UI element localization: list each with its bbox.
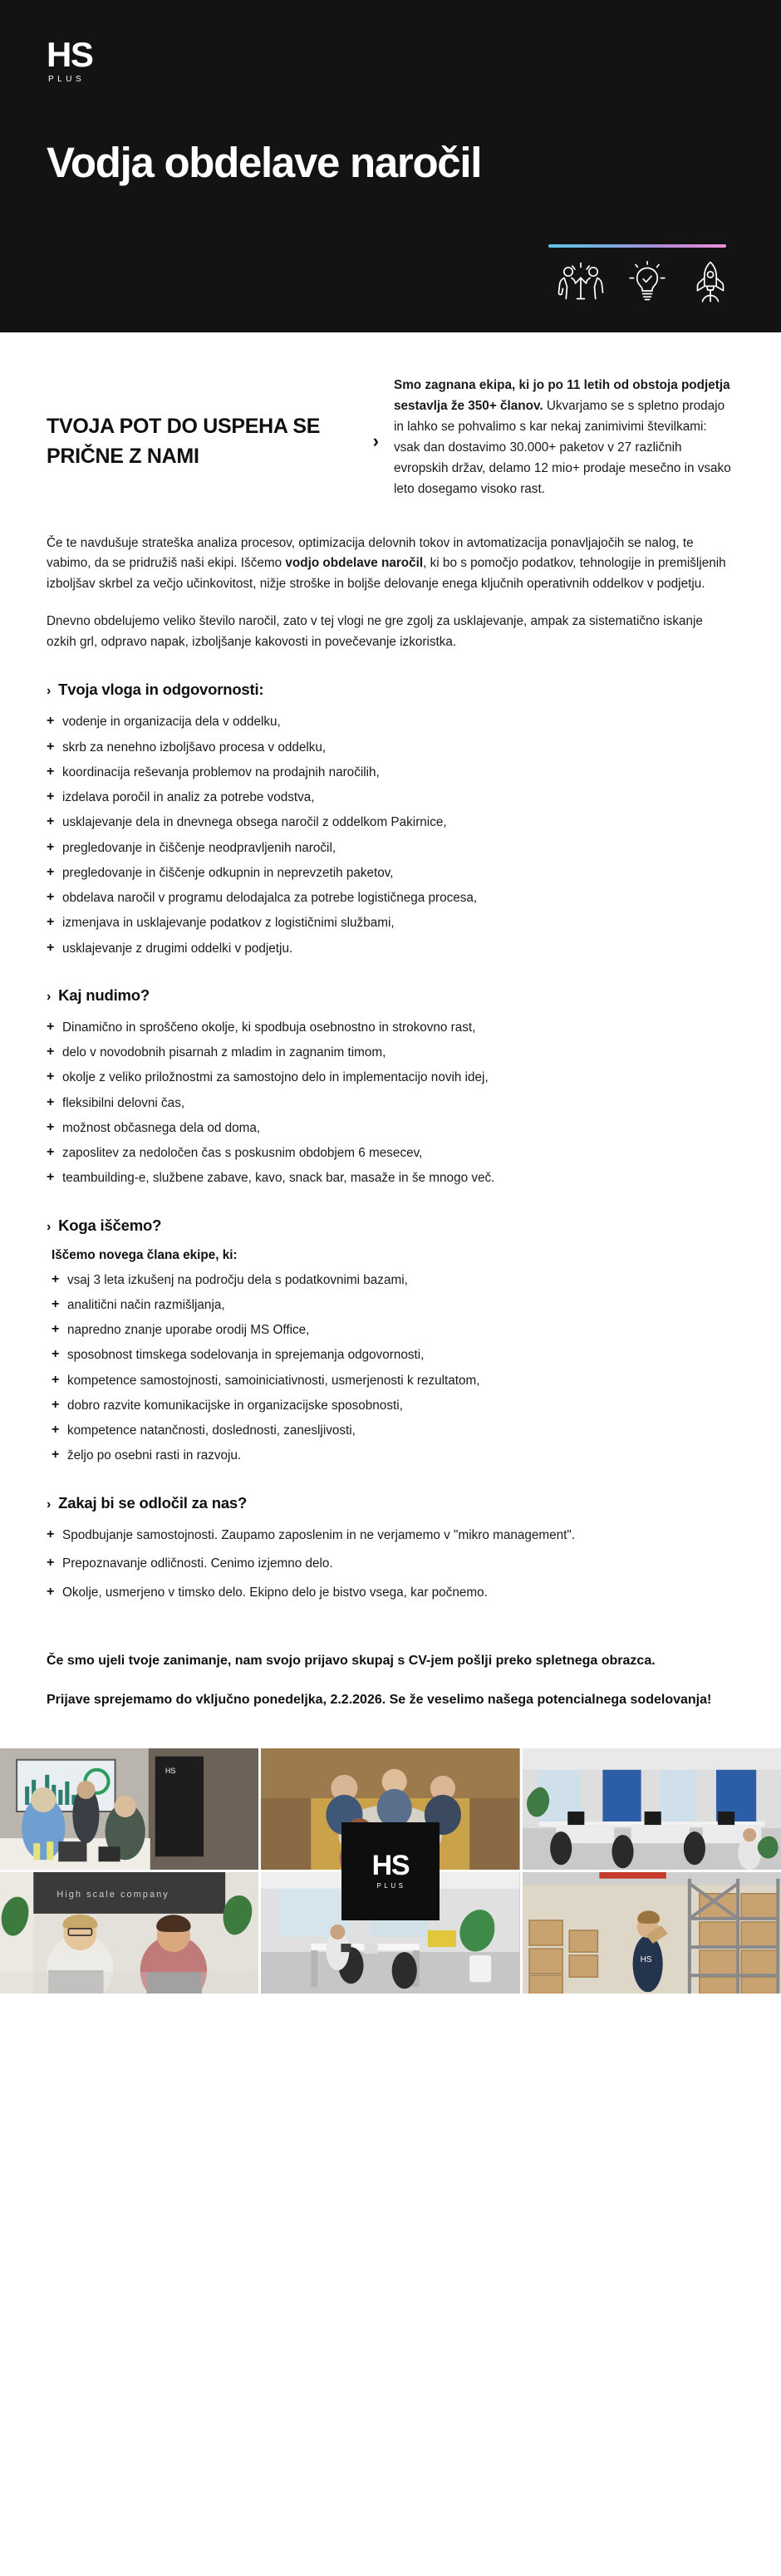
section-heading-tvoja-vloga: [47, 681, 734, 699]
brand-logo-mark: HS: [47, 35, 93, 74]
body-content: [0, 533, 781, 1711]
section-heading-text: Kaj nudimo?: [58, 986, 150, 1004]
list-item: + kompetence natančnosti, doslednosti, zanesljivosti,: [52, 1421, 734, 1440]
chevron-right-icon: ›: [47, 1219, 52, 1234]
list-item: + usklajevanje dela in dnevnega obsega naročil z oddelkom Pakirnice,: [47, 813, 734, 832]
list-zakaj-mi: [47, 1526, 734, 1603]
list-item: + sposobnost timskega sodelovanja in sprejemanja odgovornosti,: [52, 1345, 734, 1364]
section-heading-text: Tvoja vloga in odgovornosti:: [58, 681, 264, 699]
chevron-right-icon: ›: [372, 430, 379, 451]
list-item: + kompetence samostojnosti, samoiniciativnosti, usmerjenosti k rezultatom,: [52, 1371, 734, 1390]
closing-apply-text: Če smo ujeli tvoje zanimanje, nam svojo prijavo skupaj s CV-jem pošlji preko spletnega obrazca.: [47, 1653, 656, 1668]
intro-kicker-text: TVOJA POT DO USPEHA SE PRIČNE Z NAMI: [47, 415, 321, 468]
list-item: + pregledovanje in čiščenje odkupnin in neprevzetih paketov,: [47, 863, 734, 882]
chevron-right-icon: ›: [47, 989, 52, 1004]
subheading-koga-iscemo: Iščemo novega člana ekipe, ki:: [52, 1247, 238, 1262]
rocket-icon: [690, 261, 731, 302]
list-item: + pregledovanje in čiščenje neodpravljenih naročil,: [47, 838, 734, 858]
list-item: + Spodbujanje samostojnosti. Zaupamo zaposlenim in ne verjamemo v "mikro management".: [47, 1526, 734, 1546]
paragraph-role-intro: [47, 533, 734, 595]
list-item: + Prepoznavanje odličnosti. Cenimo izjemno delo.: [47, 1554, 734, 1574]
list-item: + možnost občasnega dela od doma,: [47, 1118, 734, 1138]
closing-deadline-text: Prijave sprejemamo do vključno ponedeljka, 2.2.2026. Se že veselimo našega potencialnega sodelovanja!: [47, 1692, 712, 1707]
intro-lead-paragraph: [394, 376, 734, 500]
list-item: + izdelava poročil in analiz za potrebe vodstva,: [47, 788, 734, 807]
photo-grid: [0, 1748, 781, 1993]
list-koga-iscemo: [52, 1271, 734, 1466]
photo-open-office: [523, 1748, 781, 1870]
gradient-divider: [548, 244, 726, 248]
list-item: + željo po osebni rasti in razvoju.: [52, 1446, 734, 1465]
list-item: + dobro razvite komunikacijske in organizacijske sposobnosti,: [52, 1396, 734, 1415]
svg-text:HS: HS: [640, 1955, 652, 1965]
list-item: + skrb za nenehno izboljšavo procesa v oddelku,: [47, 738, 734, 757]
photo-warehouse: [523, 1872, 781, 1993]
list-item: + zaposlitev za nedoločen čas s poskusnim obdobjem 6 mesecev,: [47, 1143, 734, 1163]
high-five-people-icon: [557, 261, 605, 302]
brand-logo-sub: PLUS: [48, 74, 86, 84]
list-item: + vodenje in organizacija dela v oddelku,: [47, 712, 734, 731]
chevron-right-icon: ›: [47, 684, 52, 699]
photo-meeting-presentation: [0, 1748, 258, 1870]
list-item: + izmenjava in usklajevanje podatkov z logističnimi službami,: [47, 913, 734, 932]
list-item: + usklajevanje z drugimi oddelki v podjetju.: [47, 939, 734, 958]
page-title: Vodja obdelave naročil: [47, 138, 482, 186]
list-item: + fleksibilni delovni čas,: [47, 1094, 734, 1113]
paragraph-daily-volume: Dnevno obdelujemo veliko število naročil, zato v tej vlogi ne gre zgolj za usklajevanje, ampak za sistematično iskanje ozkih grl, odpravo napak, izboljšanje kakovosti in povečevanje izkoristka.: [47, 613, 703, 649]
photo-overlay-logo-sub: PLUS: [376, 1882, 406, 1890]
section-heading-koga-iscemo: [47, 1217, 734, 1235]
list-item: + delo v novodobnih pisarnah z mladim in zagnanim timom,: [47, 1043, 734, 1062]
list-item: + Okolje, usmerjeno v timsko delo. Ekipno delo je bistvo vsega, kar počnemo.: [47, 1583, 734, 1603]
section-heading-text: Zakaj bi se odločil za nas?: [58, 1493, 248, 1512]
paragraph-role-intro-bold: vodjo obdelave naročil: [285, 556, 424, 571]
list-item: + koordinacija reševanja problemov na prodajnih naročilih,: [47, 763, 734, 782]
photo-two-colleagues-laptops: [0, 1872, 258, 1993]
section-heading-zakaj-mi: [47, 1494, 734, 1512]
photo-overlay-logo-mark: HS: [371, 1850, 410, 1882]
brand-logo: [47, 35, 93, 84]
chevron-right-icon: ›: [47, 1497, 52, 1512]
list-item: + napredno znanje uporabe orodij MS Office,: [52, 1320, 734, 1340]
intro-kicker-block: [47, 376, 379, 471]
list-kaj-nudimo: [47, 1018, 734, 1188]
svg-text:High scale company: High scale company: [56, 1890, 169, 1900]
list-item: + teambuilding-e, službene zabave, kavo, snack bar, masaže in še mnogo več.: [47, 1168, 734, 1187]
paragraph-role-intro-b: , ki bo s pomočjo podatkov, tehnologije in premišljenih izboljšav skrbel za večjo učinkovitost, nižje stroške in boljše delovanje enega ključnih operativnih oddelkov v podjetju.: [47, 556, 726, 592]
intro-lead-rest: Ukvarjamo se s spletno prodajo in lahko se pohvalimo s kar nekaj zanimivimi številkami: vsak dan dostavimo 30.000+ paketov v 27 različnih evropskih držav, delamo 12 mio+ prodaje mesečno in vsako leto dosegamo visoko rast.: [394, 398, 731, 496]
photo-overlay-logo: [341, 1822, 440, 1920]
list-item: + vsaj 3 leta izkušenj na področju dela s podatkovnimi bazami,: [52, 1271, 734, 1290]
section-heading-text: Koga iščemo?: [58, 1216, 162, 1234]
svg-text:HS: HS: [165, 1767, 176, 1776]
intro-lead-bold: Smo zagnana ekipa, ki jo po 11 letih od obstoja podjetja sestavlja že 350+ članov.: [394, 378, 730, 413]
lightbulb-check-icon: [625, 261, 670, 302]
list-item: + Dinamično in sproščeno okolje, ki spodbuja osebnostno in strokovno rast,: [47, 1018, 734, 1037]
list-tvoja-vloga: [47, 712, 734, 958]
paragraph-role-intro-a: Če te navdušuje strateška analiza procesov, optimizacija delovnih tokov in avtomatizacija ponavljajočih se nalog, te vabimo, da se pridružiš naši ekipi. Iščemo: [47, 535, 694, 571]
hero-icon-bar: [548, 244, 734, 302]
intro-section: [0, 332, 781, 500]
list-item: + analitični način razmišljanja,: [52, 1295, 734, 1315]
list-item: + obdelava naročil v programu delodajalca za potrebe logističnega procesa,: [47, 888, 734, 907]
section-heading-kaj-nudimo: [47, 986, 734, 1005]
hero-header: [0, 0, 781, 332]
list-item: + okolje z veliko priložnostmi za samostojno delo in implementacijo novih idej,: [47, 1068, 734, 1087]
